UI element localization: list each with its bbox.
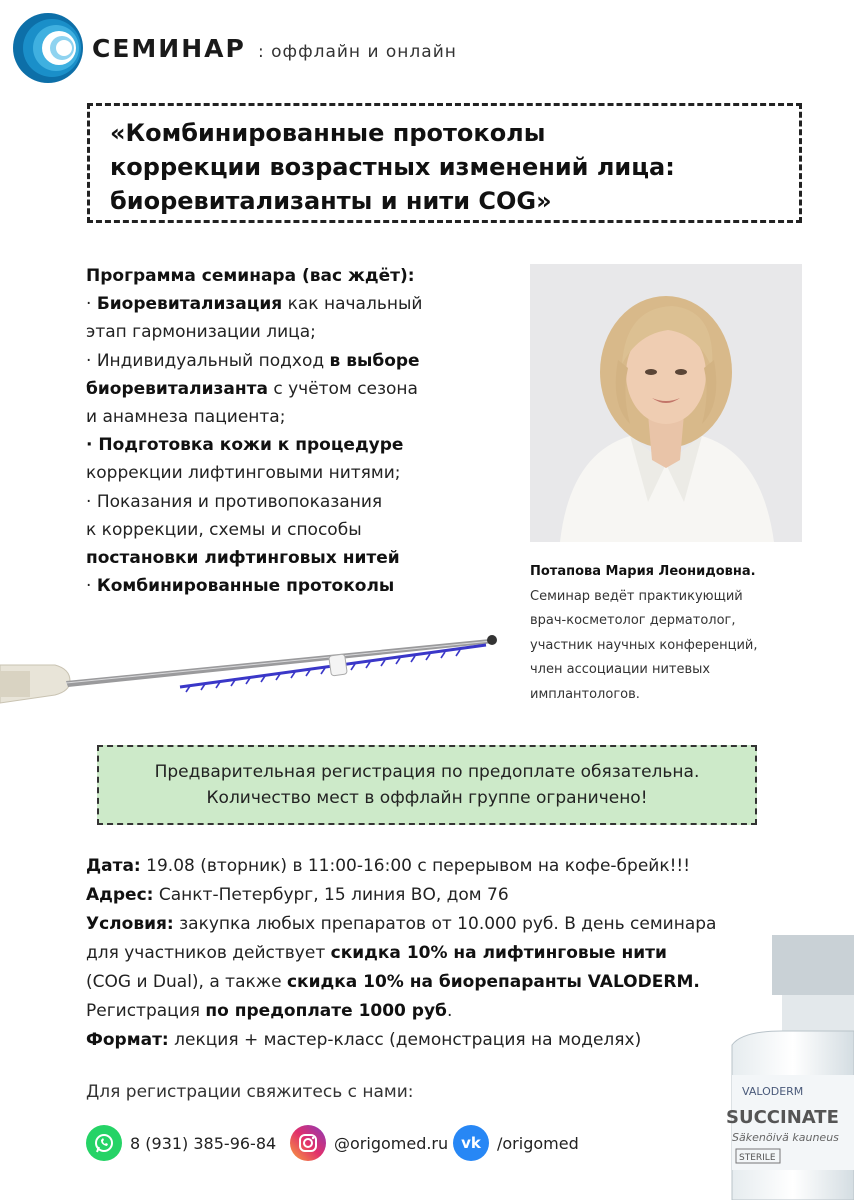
brand-name: СЕМИНАР xyxy=(92,34,246,63)
program-section xyxy=(86,262,526,600)
vk-glyph: vk xyxy=(461,1134,481,1152)
vial-tagline: Säkenöivä kauneus xyxy=(732,1131,839,1144)
whatsapp-icon xyxy=(86,1125,122,1161)
date-row: Дата: 19.08 (вторник) в 11:00-16:00 с перерывом на кофе-брейк!!! xyxy=(86,856,691,876)
vk-handle[interactable]: /origomed xyxy=(497,1133,579,1153)
program-item: · Комбинированные протоколы xyxy=(86,576,395,597)
seminar-title xyxy=(110,116,779,218)
program-item: · Биоревитализация как начальный xyxy=(86,294,423,315)
brand-subtitle: : оффлайн и онлайн xyxy=(258,42,457,62)
terms-row: Условия: закупка любых препаратов от 10.000 руб. В день семинара xyxy=(86,914,717,934)
program-item: · Показания и противопоказания xyxy=(86,491,383,512)
whatsapp-contact[interactable] xyxy=(86,1124,276,1162)
seminar-logo-icon xyxy=(12,12,84,84)
terms-row-cont: (COG и Dual), а также скидка 10% на биорепаранты VALODERM. xyxy=(86,972,700,992)
vk-contact[interactable] xyxy=(453,1124,579,1162)
phone-number[interactable]: 8 (931) 385-96-84 xyxy=(130,1133,277,1153)
seminar-title-box xyxy=(87,103,802,223)
vk-icon xyxy=(453,1125,489,1161)
valoderm-vial-image xyxy=(712,935,854,1200)
program-item: · Индивидуальный подход в выборе xyxy=(86,350,420,371)
speaker-bio-line: имплантологов. xyxy=(530,686,640,702)
speaker-info xyxy=(530,560,830,707)
vial-brand: VALODERM xyxy=(742,1085,804,1098)
program-item-cont: и анамнеза пациента; xyxy=(86,407,286,428)
program-item-cont: коррекции лифтинговыми нитями; xyxy=(86,463,401,484)
speaker-name: Потапова Мария Леонидовна. xyxy=(530,564,756,579)
speaker-bio-line: участник научных конференций, xyxy=(530,637,758,653)
speaker-bio-line: Семинар ведёт практикующий xyxy=(530,588,743,604)
instagram-handle[interactable]: @origomed.ru xyxy=(334,1133,449,1153)
contact-lead: Для регистрации свяжитесь с нами: xyxy=(86,1082,414,1102)
program-item-cont: этап гармонизации лица; xyxy=(86,322,316,343)
title-line-1: «Комбинированные протоколы xyxy=(110,119,546,147)
registration-notice xyxy=(97,745,757,825)
format-row: Формат: лекция + мастер-класс (демонстрация на моделях) xyxy=(86,1030,642,1050)
program-item-cont: биоревитализанта с учётом сезона xyxy=(86,378,418,399)
instagram-icon xyxy=(290,1125,326,1161)
vial-product: SUCCINATE xyxy=(726,1107,839,1128)
cog-thread-needle-image xyxy=(0,625,515,725)
program-heading: Программа семинара (вас ждёт): xyxy=(86,266,415,286)
title-line-2: коррекции возрастных изменений лица: xyxy=(110,153,675,181)
instagram-contact[interactable] xyxy=(290,1124,448,1162)
notice-line-1: Предварительная регистрация по предоплате обязательна. xyxy=(154,762,700,782)
title-line-3: биоревитализанты и нити COG» xyxy=(110,187,552,215)
program-item: · Подготовка кожи к процедуре xyxy=(86,435,404,456)
registration-row: Регистрация по предоплате 1000 руб. xyxy=(86,1001,453,1021)
program-item-cont: к коррекции, схемы и способы xyxy=(86,519,362,540)
notice-line-2: Количество мест в оффлайн группе ограничено! xyxy=(206,788,648,808)
speaker-bio-line: член ассоциации нитевых xyxy=(530,662,711,677)
program-item-cont: постановки лифтинговых нитей xyxy=(86,548,400,569)
terms-row-cont: для участников действует скидка 10% на лифтинговые нити xyxy=(86,943,667,963)
speaker-bio-line: врач-косметолог дерматолог, xyxy=(530,613,736,628)
vial-sterile: STERILE xyxy=(739,1153,776,1163)
speaker-photo xyxy=(530,264,802,542)
address-row: Адрес: Санкт-Петербург, 15 линия ВО, дом 76 xyxy=(86,885,509,905)
